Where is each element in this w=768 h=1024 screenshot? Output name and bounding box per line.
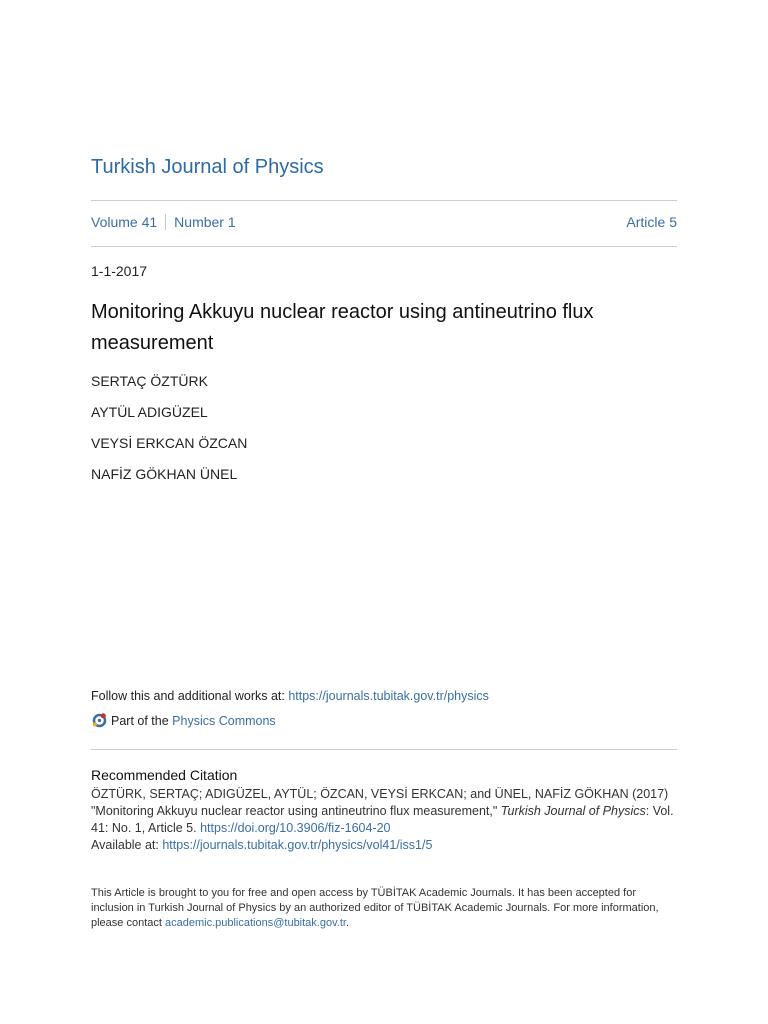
separator bbox=[165, 214, 166, 230]
network-icon bbox=[91, 712, 108, 729]
journal-title-link[interactable]: Turkish Journal of Physics bbox=[91, 156, 324, 178]
physics-commons-link[interactable]: Physics Commons bbox=[172, 713, 276, 728]
divider bbox=[91, 749, 677, 750]
journal-url-link[interactable]: https://journals.tubitak.gov.tr/physics bbox=[288, 689, 489, 703]
commons-prefix: Part of the bbox=[111, 713, 169, 728]
citation-text bbox=[91, 786, 677, 837]
publication-date: 1-1-2017 bbox=[91, 263, 148, 279]
author-name: NAFİZ GÖKHAN ÜNEL bbox=[91, 466, 238, 482]
article-link[interactable]: Article 5 bbox=[626, 214, 677, 230]
divider bbox=[91, 200, 677, 201]
notice-text: This Article is brought to you for free and open access by TÜBİTAK Academic Journals. It has been accepted for inclusion in Turkish Journal of Physics by an authorized editor of TÜBİTAK Academic Journals. For more information, please contact bbox=[91, 887, 659, 929]
article-title: Monitoring Akkuyu nuclear reactor using antineutrino flux measurement bbox=[91, 301, 594, 354]
volume-link[interactable]: Volume 41 bbox=[91, 214, 158, 230]
author-name: AYTÜL ADIGÜZEL bbox=[91, 404, 208, 420]
commons-line bbox=[91, 712, 276, 729]
citation-heading: Recommended Citation bbox=[91, 767, 238, 783]
contact-email-link[interactable]: academic.publications@tubitak.gov.tr bbox=[165, 917, 346, 929]
article-url-link[interactable]: https://journals.tubitak.gov.tr/physics/vol41/iss1/5 bbox=[162, 838, 433, 852]
issue-info bbox=[91, 214, 677, 230]
citation-title: "Monitoring Akkuyu nuclear reactor using antineutrino flux measurement," bbox=[91, 804, 501, 818]
follow-line bbox=[91, 689, 489, 703]
available-line bbox=[91, 838, 432, 852]
citation-journal: Turkish Journal of Physics bbox=[500, 804, 646, 818]
access-notice bbox=[91, 886, 677, 931]
available-prefix: Available at: bbox=[91, 838, 163, 852]
notice-end: . bbox=[345, 917, 350, 929]
author-list bbox=[91, 373, 247, 497]
number-link[interactable]: Number 1 bbox=[174, 214, 236, 230]
divider bbox=[91, 246, 677, 247]
author-name: VEYSİ ERKCAN ÖZCAN bbox=[91, 435, 248, 451]
doi-link[interactable]: https://doi.org/10.3906/fiz-1604-20 bbox=[200, 821, 391, 835]
citation-volume: : Vol. 41: No. 1, Article 5. bbox=[91, 804, 674, 835]
author-name: SERTAÇ ÖZTÜRK bbox=[91, 373, 208, 389]
citation-authors: ÖZTÜRK, SERTAÇ; ADIGÜZEL, AYTÜL; ÖZCAN, VEYSİ ERKCAN; and ÜNEL, NAFİZ GÖKHAN (2017) bbox=[91, 787, 669, 801]
follow-prefix: Follow this and additional works at: bbox=[91, 689, 289, 703]
